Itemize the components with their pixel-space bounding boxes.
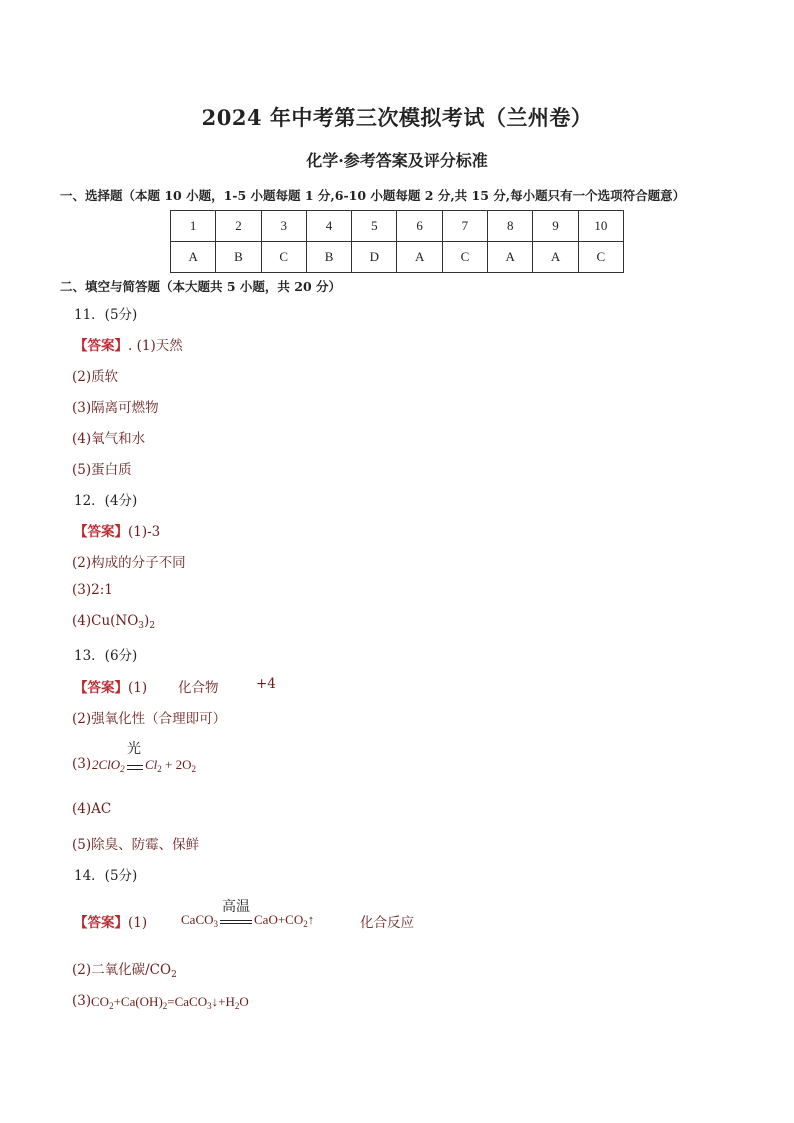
q14-line-2-text: (2)二氧化碳/CO	[72, 962, 172, 978]
q13-equation-reactant: 2ClO$_2$	[92, 757, 125, 774]
answer-label: 【答案】	[74, 915, 128, 931]
table-cell: 2	[216, 211, 261, 242]
q12-line-4-close: )	[144, 613, 150, 629]
q14-answer	[74, 911, 147, 931]
q13-line-5: (5)除臭、防霉、保鲜	[72, 837, 200, 853]
equation-bar	[127, 769, 143, 770]
page-title: 2024 年中考第三次模拟考试（兰州卷）	[201, 105, 593, 130]
equation-bar	[220, 923, 252, 924]
section-1-heading: 一、选择题（本题 10 小题，1-5 小题每题 1 分,6-10 小题每题 2 分,共 15 分,每小题只有一个选项符合题意）	[60, 188, 686, 203]
q12-line-2: (2)构成的分子不同	[72, 555, 186, 571]
q14-equation-reactant: CaCO$_3$	[181, 912, 218, 929]
q13-line-1b: 化合物	[178, 680, 219, 696]
q11-line-1: . (1)天然	[128, 338, 183, 354]
q11-title: 11．(5分)	[74, 307, 138, 323]
table-row-numbers	[171, 211, 624, 242]
table-cell: 3	[261, 211, 306, 242]
q13-line-1a: (1)	[128, 680, 148, 696]
table-cell: D	[352, 242, 397, 273]
table-cell: 5	[352, 211, 397, 242]
q12-line-4	[72, 613, 155, 629]
q14-line-3-prefix: (3)	[72, 993, 92, 1009]
q14-reaction-type: 化合反应	[360, 915, 414, 931]
table-cell: B	[216, 242, 261, 273]
table-cell: 8	[488, 211, 533, 242]
table-cell: 4	[306, 211, 351, 242]
q11-line-5: (5)蛋白质	[72, 462, 132, 478]
q11-answer	[74, 334, 183, 354]
subscript: 2	[171, 970, 177, 980]
table-cell: C	[261, 242, 306, 273]
table-cell: B	[306, 242, 351, 273]
answer-table	[170, 210, 624, 273]
q13-answer	[74, 676, 147, 696]
table-cell: 9	[533, 211, 578, 242]
q11-line-4: (4)氧气和水	[72, 431, 146, 447]
answer-label: 【答案】	[74, 680, 128, 696]
q14-equation-product: $CaO+CO_2↑$	[254, 912, 315, 929]
q12-answer	[74, 520, 160, 540]
equation-bar	[127, 765, 143, 766]
q13-line-3-prefix: (3)	[72, 756, 92, 772]
q14-line-2	[72, 958, 177, 978]
q13-line-4: (4)AC	[72, 801, 112, 817]
q11-line-3: (3)隔离可燃物	[72, 400, 159, 416]
q14-condition: 高温	[222, 899, 250, 915]
table-cell: 10	[578, 211, 623, 242]
table-cell: 6	[397, 211, 442, 242]
q13-condition: 光	[127, 741, 141, 757]
answer-label: 【答案】	[74, 338, 128, 354]
table-cell: C	[442, 242, 487, 273]
q14-title: 14．(5分)	[74, 868, 138, 884]
q13-line-2: (2)强氧化性（合理即可）	[72, 711, 227, 727]
q12-title: 12．(4分)	[74, 493, 138, 509]
table-row-answers	[171, 242, 624, 273]
section-2-heading: 二、填空与简答题（本大题共 5 小题，共 20 分）	[60, 279, 342, 294]
q13-title: 13．(6分)	[74, 648, 138, 664]
subscript: 3	[138, 621, 145, 631]
q13-equation-product: $Cl_2 + 2O_2$	[145, 757, 197, 774]
table-cell: 7	[442, 211, 487, 242]
table-cell: A	[397, 242, 442, 273]
q14-equation-3: $CO_2+Ca(OH)_2=CaCO_3↓+H_2O$	[91, 994, 249, 1011]
q11-line-2: (2)质软	[72, 369, 119, 385]
equation-bar	[220, 920, 252, 921]
table-cell: A	[488, 242, 533, 273]
page-subtitle: 化学·参考答案及评分标准	[306, 151, 488, 170]
table-cell: A	[171, 242, 216, 273]
q12-line-4-text: (4)Cu(NO	[72, 613, 139, 629]
q12-line-3: (3)2:1	[72, 582, 113, 598]
answer-label: 【答案】	[74, 524, 128, 540]
table-cell: A	[533, 242, 578, 273]
q14-line-1a: (1)	[128, 915, 148, 931]
q13-line-1c: +4	[256, 676, 276, 692]
table-cell: C	[578, 242, 623, 273]
subscript: 2	[149, 621, 156, 631]
q12-line-1: (1)-3	[128, 524, 161, 540]
table-cell: 1	[171, 211, 216, 242]
